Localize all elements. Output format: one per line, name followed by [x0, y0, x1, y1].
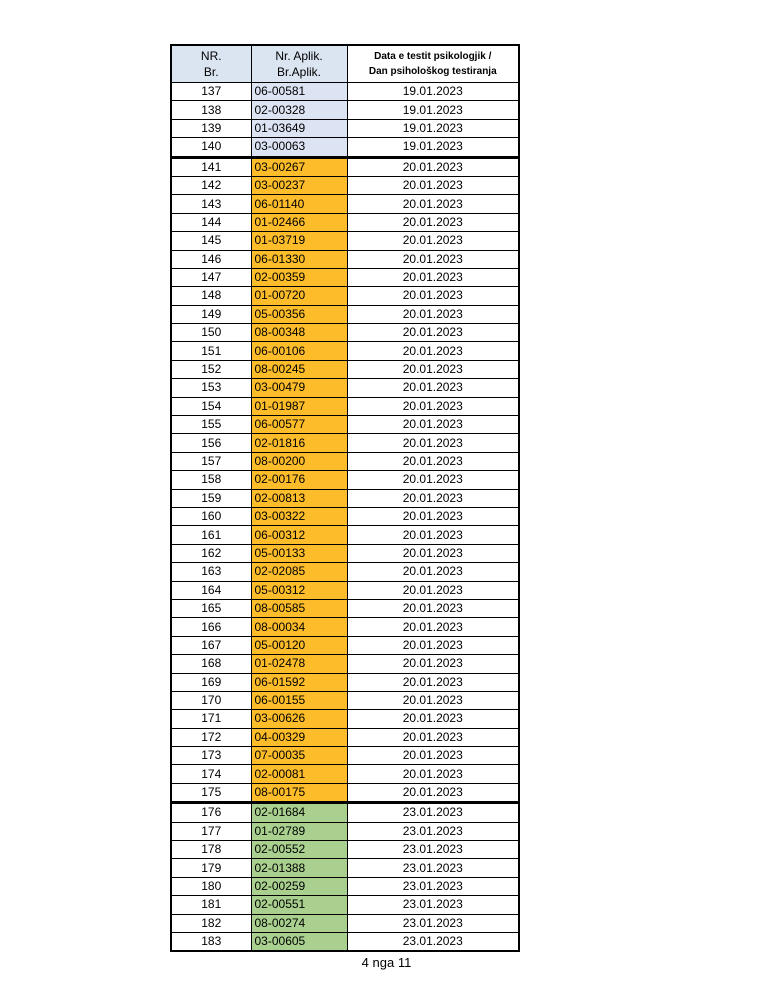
application-number: 05-00133	[251, 544, 347, 562]
row-number: 154	[171, 397, 251, 415]
table-row	[171, 471, 519, 489]
table-row	[171, 213, 519, 231]
test-date: 23.01.2023	[347, 822, 519, 840]
application-number: 02-00552	[251, 841, 347, 859]
table-row	[171, 119, 519, 137]
page-number: 4 nga 11	[361, 955, 412, 970]
header-nr-line2: Br.	[203, 65, 219, 79]
test-date: 23.01.2023	[347, 932, 519, 951]
application-number: 06-01592	[251, 673, 347, 691]
test-date: 20.01.2023	[347, 563, 519, 581]
table-row	[171, 636, 519, 654]
table-row	[171, 379, 519, 397]
test-date: 23.01.2023	[347, 803, 519, 822]
table-row	[171, 932, 519, 951]
test-date: 20.01.2023	[347, 416, 519, 434]
test-date: 20.01.2023	[347, 176, 519, 194]
row-number: 156	[171, 434, 251, 452]
table-row	[171, 195, 519, 213]
application-number: 01-00720	[251, 287, 347, 305]
row-number: 175	[171, 783, 251, 802]
application-number: 05-00312	[251, 581, 347, 599]
application-number: 06-00106	[251, 342, 347, 360]
table-row	[171, 489, 519, 507]
test-date: 23.01.2023	[347, 859, 519, 877]
application-number: 01-02466	[251, 213, 347, 231]
row-number: 137	[171, 83, 251, 101]
table-row	[171, 841, 519, 859]
table-row	[171, 747, 519, 765]
test-date: 20.01.2023	[347, 636, 519, 654]
test-date: 20.01.2023	[347, 250, 519, 268]
test-date: 19.01.2023	[347, 101, 519, 119]
test-date: 23.01.2023	[347, 896, 519, 914]
application-number: 03-00063	[251, 138, 347, 157]
row-number: 173	[171, 747, 251, 765]
header-application-line2: Br.Aplik.	[276, 65, 321, 79]
row-number: 170	[171, 691, 251, 709]
application-number: 03-00322	[251, 507, 347, 525]
row-number: 164	[171, 581, 251, 599]
table-row	[171, 599, 519, 617]
test-date: 20.01.2023	[347, 360, 519, 378]
row-number: 145	[171, 232, 251, 250]
table-row	[171, 287, 519, 305]
table-row	[171, 416, 519, 434]
test-date: 20.01.2023	[347, 655, 519, 673]
table-row	[171, 710, 519, 728]
table-row	[171, 434, 519, 452]
application-number: 08-00245	[251, 360, 347, 378]
application-number: 02-00081	[251, 765, 347, 783]
table-row	[171, 728, 519, 746]
application-number: 06-00155	[251, 691, 347, 709]
row-number: 151	[171, 342, 251, 360]
test-date: 20.01.2023	[347, 213, 519, 231]
test-date: 20.01.2023	[347, 783, 519, 802]
test-date: 20.01.2023	[347, 379, 519, 397]
table-row	[171, 83, 519, 101]
table-row	[171, 324, 519, 342]
application-number: 03-00626	[251, 710, 347, 728]
application-number: 06-00581	[251, 83, 347, 101]
table-row	[171, 452, 519, 470]
row-number: 177	[171, 822, 251, 840]
application-number: 01-03649	[251, 119, 347, 137]
row-number: 155	[171, 416, 251, 434]
application-number: 02-00328	[251, 101, 347, 119]
row-number: 144	[171, 213, 251, 231]
table-row	[171, 101, 519, 119]
row-number: 161	[171, 526, 251, 544]
application-number: 02-00259	[251, 877, 347, 895]
application-number: 03-00267	[251, 157, 347, 176]
application-number: 06-00312	[251, 526, 347, 544]
application-number: 02-00359	[251, 268, 347, 286]
application-number: 02-01816	[251, 434, 347, 452]
table-header-row	[171, 45, 519, 83]
test-date: 19.01.2023	[347, 119, 519, 137]
row-number: 183	[171, 932, 251, 951]
row-number: 165	[171, 599, 251, 617]
application-number: 03-00479	[251, 379, 347, 397]
table-row	[171, 765, 519, 783]
table-row	[171, 176, 519, 194]
row-number: 158	[171, 471, 251, 489]
test-date: 20.01.2023	[347, 728, 519, 746]
row-number: 169	[171, 673, 251, 691]
test-date: 20.01.2023	[347, 287, 519, 305]
test-date: 20.01.2023	[347, 691, 519, 709]
application-number: 04-00329	[251, 728, 347, 746]
header-application	[251, 45, 347, 83]
test-date: 20.01.2023	[347, 673, 519, 691]
application-number: 02-01684	[251, 803, 347, 822]
row-number: 146	[171, 250, 251, 268]
test-date: 23.01.2023	[347, 914, 519, 932]
test-date: 20.01.2023	[347, 581, 519, 599]
row-number: 160	[171, 507, 251, 525]
test-date: 20.01.2023	[347, 471, 519, 489]
test-date: 20.01.2023	[347, 268, 519, 286]
row-number: 163	[171, 563, 251, 581]
test-date: 20.01.2023	[347, 397, 519, 415]
application-number: 08-00175	[251, 783, 347, 802]
row-number: 149	[171, 305, 251, 323]
table-row	[171, 250, 519, 268]
row-number: 181	[171, 896, 251, 914]
application-number: 02-00813	[251, 489, 347, 507]
application-number: 01-03719	[251, 232, 347, 250]
table-row	[171, 138, 519, 157]
table-row	[171, 305, 519, 323]
table-row	[171, 544, 519, 562]
table-row	[171, 822, 519, 840]
row-number: 148	[171, 287, 251, 305]
row-number: 157	[171, 452, 251, 470]
row-number: 166	[171, 618, 251, 636]
table-row	[171, 618, 519, 636]
application-number: 05-00356	[251, 305, 347, 323]
table-row	[171, 581, 519, 599]
test-date: 20.01.2023	[347, 324, 519, 342]
application-number: 08-00200	[251, 452, 347, 470]
row-number: 150	[171, 324, 251, 342]
row-number: 159	[171, 489, 251, 507]
application-number: 06-01140	[251, 195, 347, 213]
test-date: 20.01.2023	[347, 342, 519, 360]
application-number: 02-02085	[251, 563, 347, 581]
test-date: 20.01.2023	[347, 710, 519, 728]
application-number: 03-00237	[251, 176, 347, 194]
test-date: 19.01.2023	[347, 138, 519, 157]
header-test-date	[347, 45, 519, 83]
test-date: 20.01.2023	[347, 765, 519, 783]
test-date: 20.01.2023	[347, 232, 519, 250]
table-row	[171, 157, 519, 176]
test-date: 20.01.2023	[347, 195, 519, 213]
row-number: 168	[171, 655, 251, 673]
test-date: 20.01.2023	[347, 544, 519, 562]
row-number: 142	[171, 176, 251, 194]
application-number: 02-00176	[251, 471, 347, 489]
test-date: 23.01.2023	[347, 877, 519, 895]
table-row	[171, 673, 519, 691]
table-row	[171, 397, 519, 415]
table-row	[171, 877, 519, 895]
row-number: 152	[171, 360, 251, 378]
table-row	[171, 360, 519, 378]
table-row	[171, 526, 519, 544]
row-number: 143	[171, 195, 251, 213]
row-number: 162	[171, 544, 251, 562]
application-number: 06-00577	[251, 416, 347, 434]
test-date: 20.01.2023	[347, 489, 519, 507]
row-number: 178	[171, 841, 251, 859]
test-date: 19.01.2023	[347, 83, 519, 101]
row-number: 180	[171, 877, 251, 895]
application-number: 01-01987	[251, 397, 347, 415]
row-number: 176	[171, 803, 251, 822]
test-date: 20.01.2023	[347, 434, 519, 452]
row-number: 139	[171, 119, 251, 137]
application-number: 03-00605	[251, 932, 347, 951]
header-nr	[171, 45, 251, 83]
schedule-table-container	[170, 44, 518, 952]
header-application-line1: Nr. Aplik.	[275, 49, 323, 63]
row-number: 179	[171, 859, 251, 877]
application-number: 02-01388	[251, 859, 347, 877]
application-number: 01-02478	[251, 655, 347, 673]
table-row	[171, 859, 519, 877]
header-nr-line1: NR.	[200, 49, 222, 63]
row-number: 167	[171, 636, 251, 654]
table-row	[171, 655, 519, 673]
test-date: 20.01.2023	[347, 452, 519, 470]
row-number: 174	[171, 765, 251, 783]
row-number: 140	[171, 138, 251, 157]
table-row	[171, 803, 519, 822]
application-number: 06-01330	[251, 250, 347, 268]
table-row	[171, 914, 519, 932]
test-date: 20.01.2023	[347, 618, 519, 636]
application-number: 01-02789	[251, 822, 347, 840]
test-date: 20.01.2023	[347, 599, 519, 617]
application-number: 02-00551	[251, 896, 347, 914]
application-number: 05-00120	[251, 636, 347, 654]
test-date: 20.01.2023	[347, 747, 519, 765]
table-row	[171, 342, 519, 360]
test-date: 20.01.2023	[347, 526, 519, 544]
row-number: 172	[171, 728, 251, 746]
row-number: 171	[171, 710, 251, 728]
row-number: 138	[171, 101, 251, 119]
table-row	[171, 507, 519, 525]
table-row	[171, 783, 519, 802]
table-row	[171, 563, 519, 581]
schedule-table	[170, 44, 520, 952]
application-number: 08-00585	[251, 599, 347, 617]
test-date: 20.01.2023	[347, 157, 519, 176]
table-row	[171, 232, 519, 250]
table-body	[171, 83, 519, 952]
row-number: 182	[171, 914, 251, 932]
table-row	[171, 268, 519, 286]
application-number: 08-00348	[251, 324, 347, 342]
header-test-date-line1: Data e testit psikologjik /	[374, 51, 492, 62]
test-date: 20.01.2023	[347, 507, 519, 525]
application-number: 08-00274	[251, 914, 347, 932]
application-number: 08-00034	[251, 618, 347, 636]
table-row	[171, 691, 519, 709]
row-number: 153	[171, 379, 251, 397]
row-number: 141	[171, 157, 251, 176]
header-test-date-line2: Dan psihološkog testiranja	[368, 66, 497, 77]
test-date: 20.01.2023	[347, 305, 519, 323]
table-row	[171, 896, 519, 914]
test-date: 23.01.2023	[347, 841, 519, 859]
application-number: 07-00035	[251, 747, 347, 765]
row-number: 147	[171, 268, 251, 286]
